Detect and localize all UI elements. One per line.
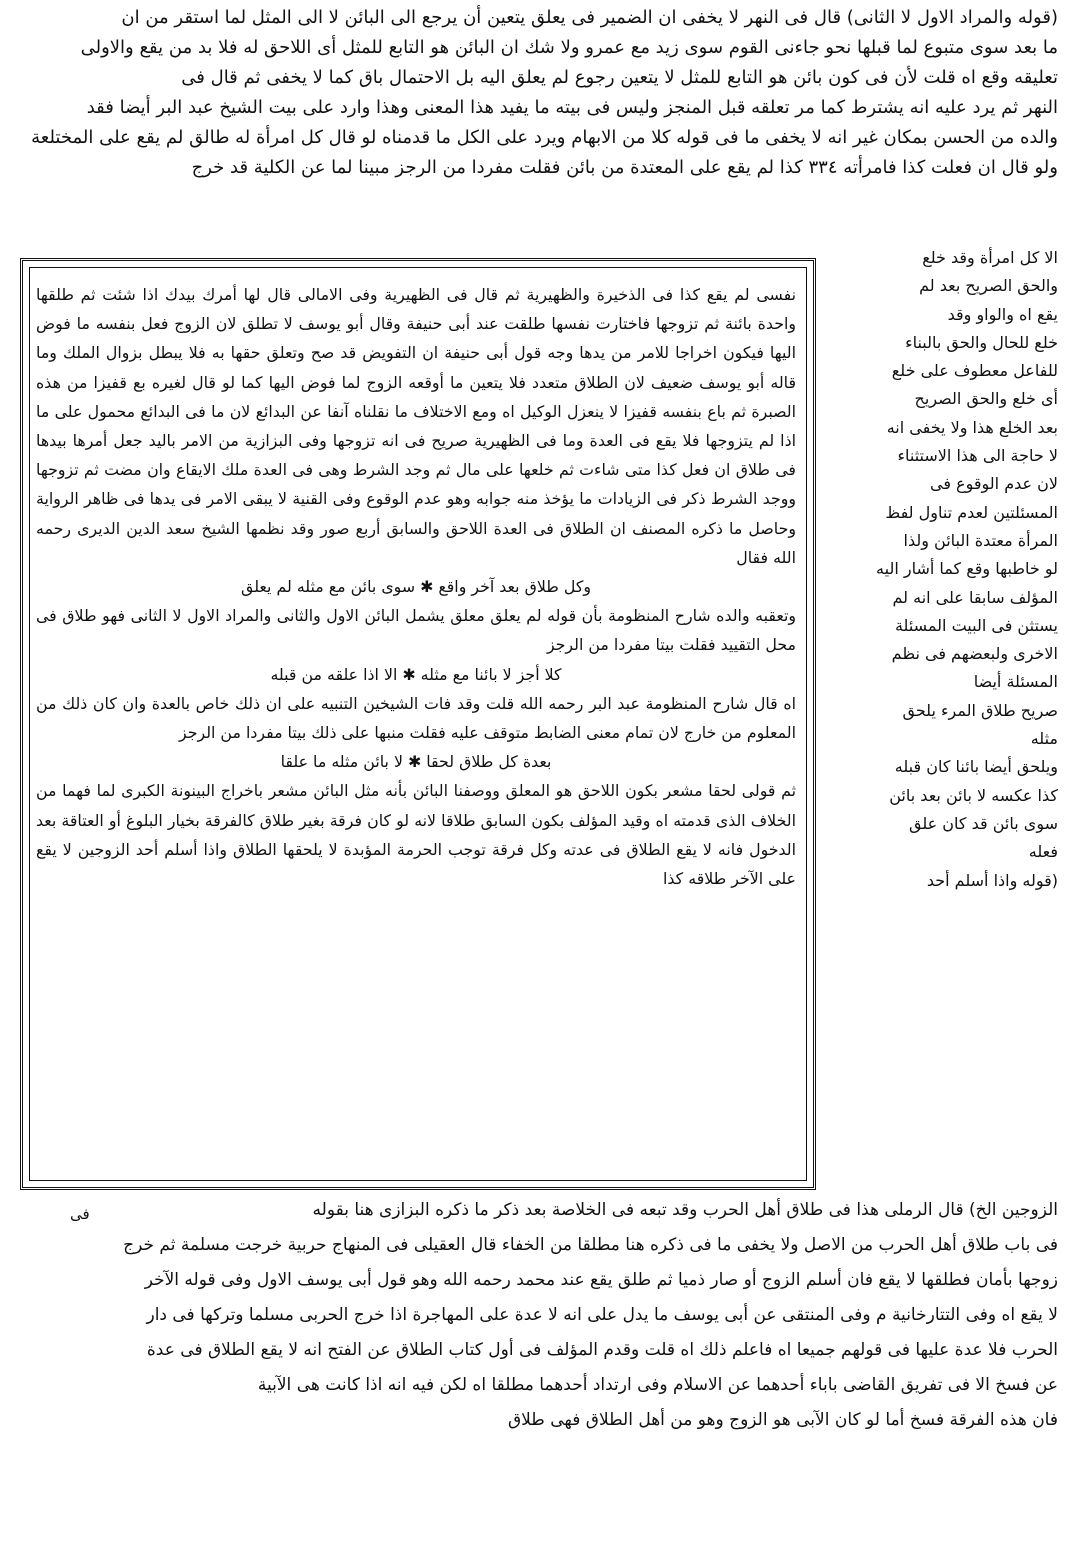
side-line: فعله xyxy=(1028,842,1058,862)
side-line: الا كل امرأة وقد خلع xyxy=(922,248,1058,267)
side-line: يستثن فى البيت المسئلة xyxy=(894,615,1058,635)
side-line: مثله xyxy=(1030,729,1058,749)
main-paragraph: وتعقبه والده شارح المنظومة بأن قوله لم يعلق معلق يشمل البائن الاول والثانى والمراد الاول لا الثانى فهو طلاق فى محل التقييد فقلت بيتا مفردا من الرجز xyxy=(36,606,796,655)
text-line: تعليقه وقع اه قلت لأن فى كون بائن هو التابع للمثل لا يتعين رجوع لم يعلق اليه بل الاحتمال باق كما لا يخفى ثم قال فى xyxy=(181,67,1058,88)
text-line: عن فسخ الا فى تفريق القاضى باباء أحدهما عن الاسلام وفى ارتداد أحدهما مطلقا اه لكن فيه انه اذا كانت هى الآبية xyxy=(257,1375,1058,1395)
text-line: (قوله والمراد الاول لا الثانى) قال فى النهر لا يخفى ان الضمير فى يعلق يتعين أن يرجع الى البائن لا الى المثل لما استقر من ان xyxy=(121,7,1058,28)
side-line: يقع اه والواو وقد xyxy=(947,304,1058,324)
text-line: الحرب فلا عدة عليها فى قولهم جميعا اه فاعلم ذلك اه قلت وقدم المؤلف فى أول كتاب الطلاق عن الفتح انه لا يقع الطلاق فى عدة xyxy=(146,1340,1058,1360)
text-line: ولو قال ان فعلت كذا فامرأته ٣٣٤ كذا لم يقع على المعتدة من بائن فقلت مفردا من الرجز مبينا لما عن الكلية قد خرج xyxy=(191,157,1058,178)
main-text xyxy=(36,280,796,893)
side-line: الاخرى ولبعضهم فى نظم xyxy=(891,644,1058,664)
side-line: للفاعل معطوف على خلع xyxy=(891,361,1058,381)
side-line: والحق الصريح بعد لم xyxy=(919,276,1058,296)
main-paragraph: نفسى لم يقع كذا فى الذخيرة والظهيرية ثم قال فى الظهيرية وفى الامالى قال لها أمرك بيدك اذا شئت ثم طلقها واحدة بائنة ثم تزوجها فاختارت نفسها طلقت عند أبى حنيفة وقال أبو يوسف لا تطلق لان الزوج فعل بنفسه ما فوض اليها فيكون اخراجا للامر من يدها وجه قول أبى حنيفة ان التفويض قد صح وتعلق حقها به فلا يبطل بزوال الملك وما قاله أبو يوسف ضعيف لان الطلاق متعدد فلا يتعين ما أوقعه الزوج لما فوض اليها كما لو قال لغيره بع قفيزا من هذه الصبرة ثم باع بنفسه قفيزا لا ينعزل الوكيل اه ومع الاختلاف ما نقلناه آنفا عن البدائع لان ما فى البدائع محمول على ما اذا لم يتزوجها فلا يقع فى العدة وما فى الظهيرية صريح فى انه تزوجها وفى البزازية من الامر باليد جعل أمرها بيدها فى طلاق ان فعل كذا متى شاءت ثم خلعها على مال ثم وجد الشرط وهى فى العدة ملك الايقاع وان مضت ثم تزوجها ووجد الشرط ذكر فى الزيادات ما يؤخذ منه جوابه وهو عدم الوقوع وفى القنية لا يبقى الامر فى يدها فى ظاهر الرواية وحاصل ما ذكره المصنف ان الطلاق فى العدة اللاحق والسابق أربع صور وقد نظمها الشيخ سعد الدين الديرى رحمه الله فقال xyxy=(36,285,796,567)
side-line: أى خلع والحق الصريح xyxy=(914,389,1058,409)
side-line: لو خاطبها وقع كما أشار اليه xyxy=(876,559,1058,579)
side-line: ويلحق أيضا بائنا كان قبله xyxy=(894,757,1058,777)
verse-line: وكل طلاق بعد آخر واقع ✱ سوى بائن مع مثله لم يعلق xyxy=(241,577,591,597)
side-line: المؤلف سابقا على انه لم xyxy=(892,587,1058,607)
side-commentary xyxy=(810,244,1058,895)
text-line: الزوجين الخ) قال الرملى هذا فى طلاق أهل الحرب وقد تبعه فى الخلاصة بعد ذكر ما ذكره البزازى هنا بقوله xyxy=(312,1200,1058,1220)
text-line: لا يقع اه وفى التتارخانية م وفى المنتقى عن أبى يوسف ما يدل على انه لا عدة على المهاجرة اذا خرج الحربى مسلما وتركها فى دار xyxy=(146,1305,1058,1325)
side-line: (قوله واذا أسلم أحد xyxy=(926,870,1058,890)
side-line: المرأة معتدة البائن ولذا xyxy=(903,530,1058,550)
text-line: زوجها بأمان فطلقها لا يقع فان أسلم الزوج أو صار ذميا ثم طلق يقع عند محمد رحمه الله وهو قول أبى يوسف الاول وفى قوله الآخر xyxy=(144,1270,1058,1290)
side-line: خلع للحال والحق بالبناء xyxy=(905,332,1058,352)
text-line: ما بعد سوى متبوع لما قبلها نحو جاءنى القوم سوى زيد مع عمرو ولا شك ان البائن هو التابع للمثل أى اللاحق له فلا بد من يقع والاولى xyxy=(80,37,1058,58)
text-line: فى باب طلاق أهل الحرب من الاصل ولا يخفى ما فى ذكره هنا مطلقا من الخفاء قال العقيلى فى المنهاج حربية خرجت مسلمة ثم خرج xyxy=(123,1235,1058,1255)
side-line: صريح طلاق المرء يلحق xyxy=(902,700,1058,720)
verse-line: كلا أجز لا بائنا مع مثله ✱ الا اذا علقه من قبله xyxy=(270,664,562,684)
main-paragraph: ثم قولى لحقا مشعر بكون اللاحق هو المعلق ووصفنا البائن بأنه مثل البائن مشعر باخراج البينونة الكبرى لما فهما من الخلاف الذى قدمته اه وقيد المؤلف بكون السابق طلاقا لانه لو كان فرقة بغير طلاق كالفرقة بخيار البلوغ أو العتاقة بعد الدخول فانه لا يقع الطلاق فى عدته وكل فرقة توجب الحرمة المؤبدة لا يلحقها الطلاق واذا أسلم أحد الزوجين لا يقع على الآخر طلاقه كذا xyxy=(36,781,796,889)
main-paragraph: اه قال شارح المنظومة عبد البر رحمه الله قلت وقد فات الشيخين التنبيه على ان ذلك خاص بالعدة وان كان ذلك من المعلوم من خارج لان تمام معنى الضابط متوقف عليه فقلت منبها على ذلك بيتا مفردا من الرجز xyxy=(36,693,796,743)
side-line: بعد الخلع هذا ولا يخفى انه xyxy=(886,417,1058,437)
side-line: لا حاجة الى هذا الاستثناء xyxy=(897,446,1058,466)
margin-marker: فى xyxy=(70,1205,90,1223)
text-line: النهر ثم يرد عليه انه يشترط كما مر تعلقه قبل المنجز وليس فى بيته ما يفيد هذا المعنى وهذا وارد على بيت الشيخ عبد البر أيضا فقد xyxy=(86,97,1058,118)
side-line: كذا عكسه لا بائن بعد بائن xyxy=(889,785,1058,805)
verse-line: بعدة كل طلاق لحقا ✱ لا بائن مثله ما علقا xyxy=(280,752,552,772)
text-line: فان هذه الفرقة فسخ أما لو كان الآبى هو الزوج وهو من أهل الطلاق فهى طلاق xyxy=(507,1410,1058,1430)
text-line: والده من الحسن بمكان غير انه لا يخفى ما فى قوله كلا من الابهام ويرد على الكل ما قدمناه لو قال كل امرأة له طالق لم يقع على المختلعة xyxy=(31,127,1058,148)
side-line: المسئلتين لعدم تناول لفظ xyxy=(885,502,1058,522)
side-line: سوى بائن قد كان علق xyxy=(909,813,1058,833)
side-line: المسئلة أيضا xyxy=(973,672,1058,692)
side-line: لان عدم الوقوع فى xyxy=(929,474,1058,494)
